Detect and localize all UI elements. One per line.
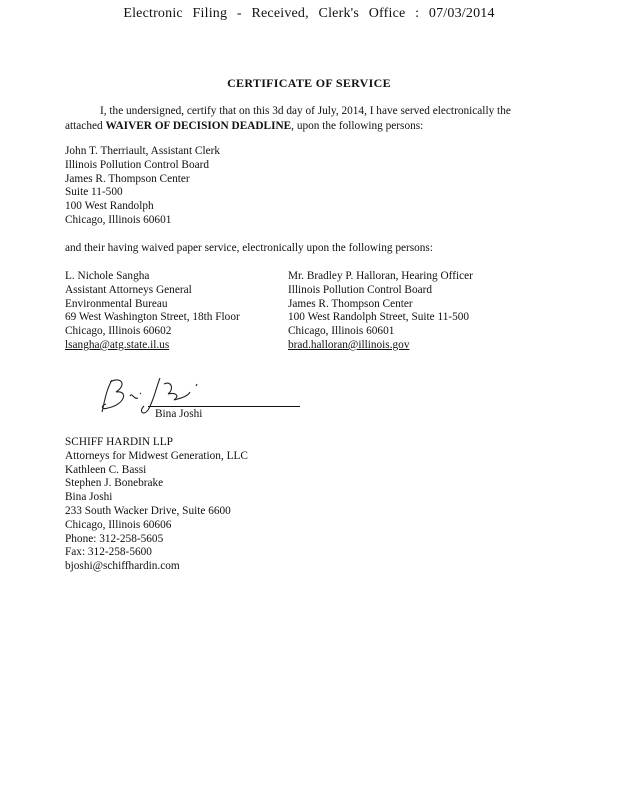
address-line: Chicago, Illinois 60601 — [65, 213, 172, 226]
waived-service-text: and their having waived paper service, electronically upon the following persons: — [65, 242, 433, 254]
firm-line: Chicago, Illinois 60606 — [65, 518, 172, 531]
firm-line: Phone: 312-258-5605 — [65, 532, 164, 545]
firm-line: SCHIFF HARDIN LLP — [65, 436, 173, 448]
address-line: Illinois Pollution Control Board — [288, 283, 433, 296]
address-line: Environmental Bureau — [65, 297, 168, 310]
address-line: 100 West Randolph Street, Suite 11-500 — [288, 311, 470, 324]
intro-text-post: , upon the following persons: — [291, 120, 424, 132]
address-line: James R. Thompson Center — [288, 297, 413, 310]
firm-line: Bina Joshi — [65, 491, 113, 504]
signature-name: Bina Joshi — [155, 408, 203, 420]
left-recipient-block — [65, 270, 240, 353]
address-line: John T. Therriault, Assistant Clerk — [65, 145, 221, 157]
right-recipient-block — [288, 270, 473, 353]
firm-email: bjoshi@schiffhardin.com — [65, 560, 180, 573]
address-line: Mr. Bradley P. Halloran, Hearing Officer — [288, 270, 473, 282]
address-line: 69 West Washington Street, 18th Floor — [65, 311, 240, 324]
address-line: L. Nichole Sangha — [65, 270, 150, 282]
intro-paragraph — [65, 104, 535, 134]
right-recipient-email-link[interactable]: brad.halloran@illinois.gov — [288, 338, 410, 351]
filing-stamp-header: Electronic Filing - Received, Clerk's Office : 07/03/2014 — [123, 6, 495, 21]
intro-text-pre: I, the undersigned, certify that on this 3d day of July, 2014, I have served electronically the attached — [65, 105, 511, 132]
signature-line — [148, 406, 300, 407]
address-line: Assistant Attorneys General — [65, 283, 192, 296]
firm-line: Stephen J. Bonebrake — [65, 477, 164, 490]
intro-document-name: WAIVER OF DECISION DEADLINE — [105, 120, 292, 132]
address-line: Suite 11-500 — [65, 186, 123, 199]
firm-line: Fax: 312-258-5600 — [65, 546, 152, 559]
firm-line: 233 South Wacker Drive, Suite 6600 — [65, 504, 231, 517]
firm-line: Attorneys for Midwest Generation, LLC — [65, 449, 248, 462]
document-title: CERTIFICATE OF SERVICE — [227, 76, 391, 90]
address-line: Illinois Pollution Control Board — [65, 158, 210, 171]
firm-line: Kathleen C. Bassi — [65, 463, 147, 476]
firm-signature-block — [65, 436, 248, 574]
address-line: Chicago, Illinois 60602 — [65, 325, 172, 338]
address-line: 100 West Randolph — [65, 200, 154, 213]
address-line: Chicago, Illinois 60601 — [288, 325, 395, 338]
clerk-address-block — [65, 145, 220, 228]
address-line: James R. Thompson Center — [65, 172, 190, 185]
left-recipient-email-link[interactable]: lsangha@atg.state.il.us — [65, 338, 170, 351]
